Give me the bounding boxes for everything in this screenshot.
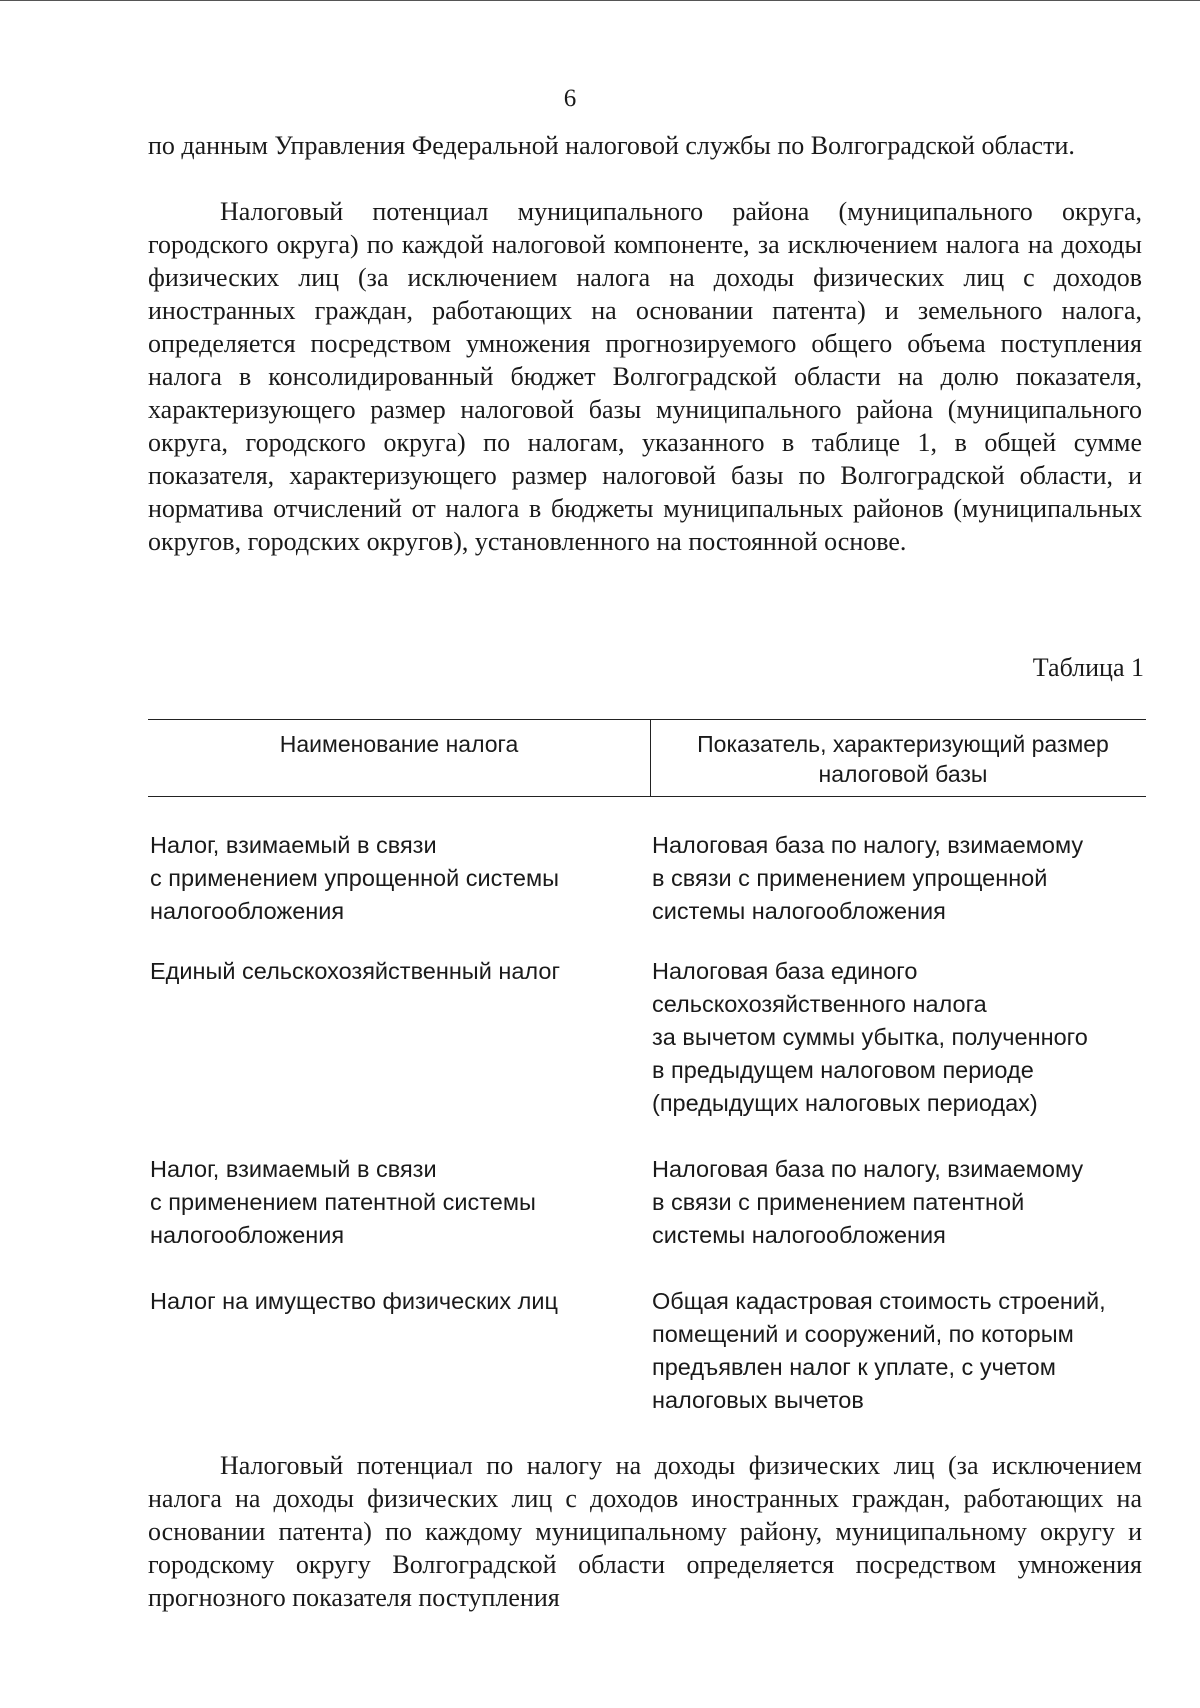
table-header-tax-name: Наименование налога — [279, 731, 519, 757]
page-number: 6 — [563, 85, 577, 112]
table-cell-tax-name: Налог, взимаемый в связи с применением упрощенной системы налогообложения — [150, 832, 560, 924]
table-caption: Таблица 1 — [1032, 653, 1144, 682]
table-cell-indicator: Налоговая база по налогу, взимаемому в связи с применением патентной системы налогообложения — [652, 1156, 1084, 1248]
paragraph-text: Налоговый потенциал муниципального района (муниципального округа, городского округа) по каждой налоговой компоненте, за исключением налога на доходы физических лиц (за исключением налога на доходы физических лиц с доходов иностранных граждан, работающих на основании патента) и земельного налога, определяется посредством умножения прогнозируемого общего объема поступления налога в консолидированный бюджет Волгоградской области на долю показателя, характеризующего размер налоговой базы муниципального района (муниципального округа, городского округа) по налогам, указанного в таблице 1, в общей сумме показателя, характеризующего размер налоговой базы по Волгоградской области, и норматива отчислений от налога в бюджеты муниципальных районов (муниципальных округов, городских округов), установленного на постоянной основе. — [148, 197, 1142, 556]
table-cell-tax-name: Налог на имущество физических лиц — [150, 1288, 558, 1314]
table-header-rule — [148, 796, 1146, 797]
paragraph-tax-potential — [148, 195, 1142, 558]
paragraph-text: по данным Управления Федеральной налоговой службы по Волгоградской области. — [148, 131, 1075, 160]
paragraph-text: Налоговый потенциал по налогу на доходы физических лиц (за исключением налога на доходы физических лиц с доходов иностранных граждан, работающих на основании патента) по каждому муниципальному району, муниципальному округу и городскому округу Волгоградской области определяется посредством умножения прогнозного показателя поступления — [148, 1451, 1142, 1612]
paragraph-personal-income-tax — [148, 1449, 1142, 1614]
table-cell-tax-name: Налог, взимаемый в связи с применением патентной системы налогообложения — [150, 1156, 536, 1248]
table-cell-indicator: Налоговая база единого сельскохозяйственного налога за вычетом суммы убытка, полученного в предыдущем налоговом периоде (предыдущих налоговых периодах) — [652, 958, 1088, 1116]
table-cell-indicator: Налоговая база по налогу, взимаемому в связи с применением упрощенной системы налогообложения — [652, 832, 1084, 924]
table-cell-tax-name: Единый сельскохозяйственный налог — [150, 958, 561, 984]
table-header-indicator: Показатель, характеризующий размер налоговой базы — [697, 731, 1109, 787]
table-cell-indicator: Общая кадастровая стоимость строений, помещений и сооружений, по которым предъявлен налог к уплате, с учетом налоговых вычетов — [652, 1288, 1106, 1413]
table-top-rule — [148, 719, 1146, 720]
paragraph-continuation — [148, 129, 1142, 162]
table-header-divider — [650, 719, 651, 797]
